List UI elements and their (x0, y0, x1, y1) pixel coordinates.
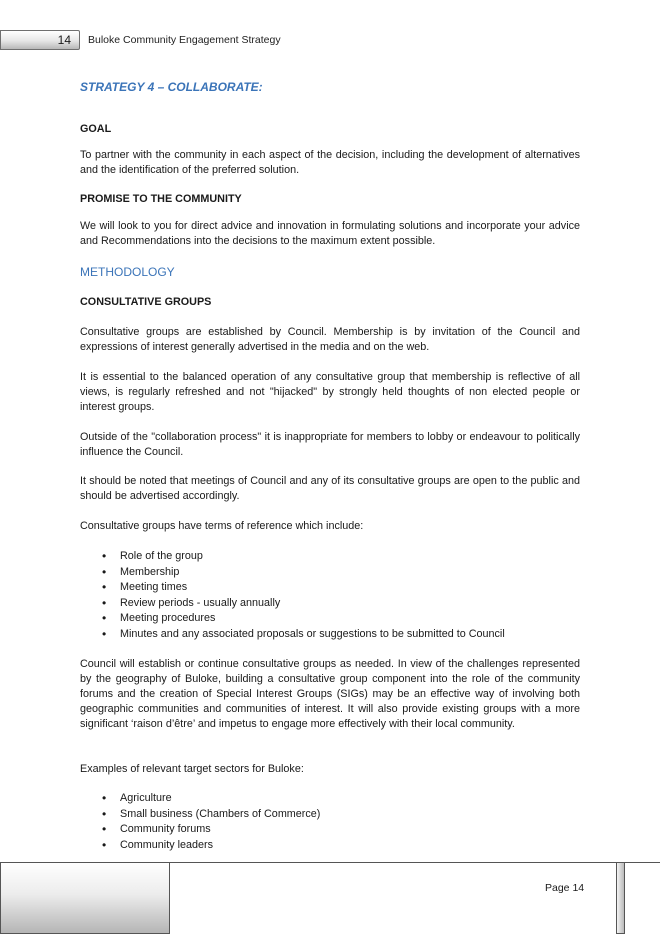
paragraph: It should be noted that meetings of Council and any of its consultative groups are open to the public and should be advertised accordingly. (80, 475, 580, 502)
list-item: • Agriculture (102, 791, 172, 805)
bullet-icon: • (102, 595, 107, 610)
goal-text: To partner with the community in each aspect of the decision, including the development of alternatives and the identification of the preferred solution. (80, 149, 580, 176)
footer-side-bar (616, 862, 625, 934)
list-item: • Membership (102, 564, 180, 579)
bullet-icon: • (102, 806, 107, 821)
consultative-groups-heading: CONSULTATIVE GROUPS (80, 296, 212, 308)
promise-heading: PROMISE TO THE COMMUNITY (80, 193, 242, 205)
promise-text: We will look to you for direct advice and innovation in formulating solutions and incorporate your advice and Recommendations into the decisions to the maximum extent possible. (80, 220, 580, 247)
list-item: • Role of the group (102, 549, 203, 563)
goal-heading: GOAL (80, 123, 112, 135)
examples-intro: Examples of relevant target sectors for Buloke: (80, 763, 304, 775)
paragraph: Consultative groups are established by Council. Membership is by invitation of the Council and expressions of interest generally advertised in the media and on the web. (80, 326, 580, 353)
strategy-title: STRATEGY 4 – COLLABORATE: (80, 80, 263, 94)
list-item: • Meeting times (102, 580, 188, 594)
list-item: • Community leaders (102, 837, 214, 852)
bullet-icon: • (102, 580, 107, 594)
list-item: • Small business (Chambers of Commerce) (102, 806, 321, 821)
footer-page-number: Page 14 (545, 882, 585, 894)
council-paragraph: Council will establish or continue consultative groups as needed. In view of the challenges represented by the geography of Buloke, building a consultative group component into the role of the community forums and the creation of Special Interest Groups (SIGs) may be an effective way of involving both geographic communities and communities of interest. It will also provide existing groups with a more significant ‘raison d’être’ and impetus to engage more effectively with their local community. (80, 658, 580, 730)
bullet-icon: • (102, 626, 107, 641)
list-item: • Community forums (102, 822, 211, 836)
bullet-icon: • (102, 549, 107, 563)
bullet-icon: • (102, 791, 107, 805)
list-item: • Review periods - usually annually (102, 595, 281, 610)
paragraph: It is essential to the balanced operation of any consultative group that membership is reflective of all views, is regularly refreshed and not "hijacked" by strongly held thoughts of non elected people or interest groups. (80, 371, 580, 413)
bullet-icon: • (102, 837, 107, 852)
sectors-list (80, 791, 320, 853)
bullet-icon: • (102, 611, 107, 625)
header-title: Buloke Community Engagement Strategy (88, 34, 281, 46)
bullet-icon: • (102, 822, 107, 836)
terms-intro: Consultative groups have terms of reference which include: (80, 520, 364, 532)
terms-list (80, 549, 505, 642)
paragraph: Outside of the "collaboration process" it is inappropriate for members to lobby or endeavour to politically influence the Council. (80, 431, 580, 458)
list-item: • Minutes and any associated proposals or suggestions to be submitted to Council (102, 626, 505, 641)
bullet-icon: • (102, 564, 107, 579)
methodology-heading: METHODOLOGY (80, 265, 175, 279)
footer-decoration (0, 862, 170, 934)
list-item: • Meeting procedures (102, 611, 216, 625)
header-page-number: 14 (0, 30, 80, 50)
